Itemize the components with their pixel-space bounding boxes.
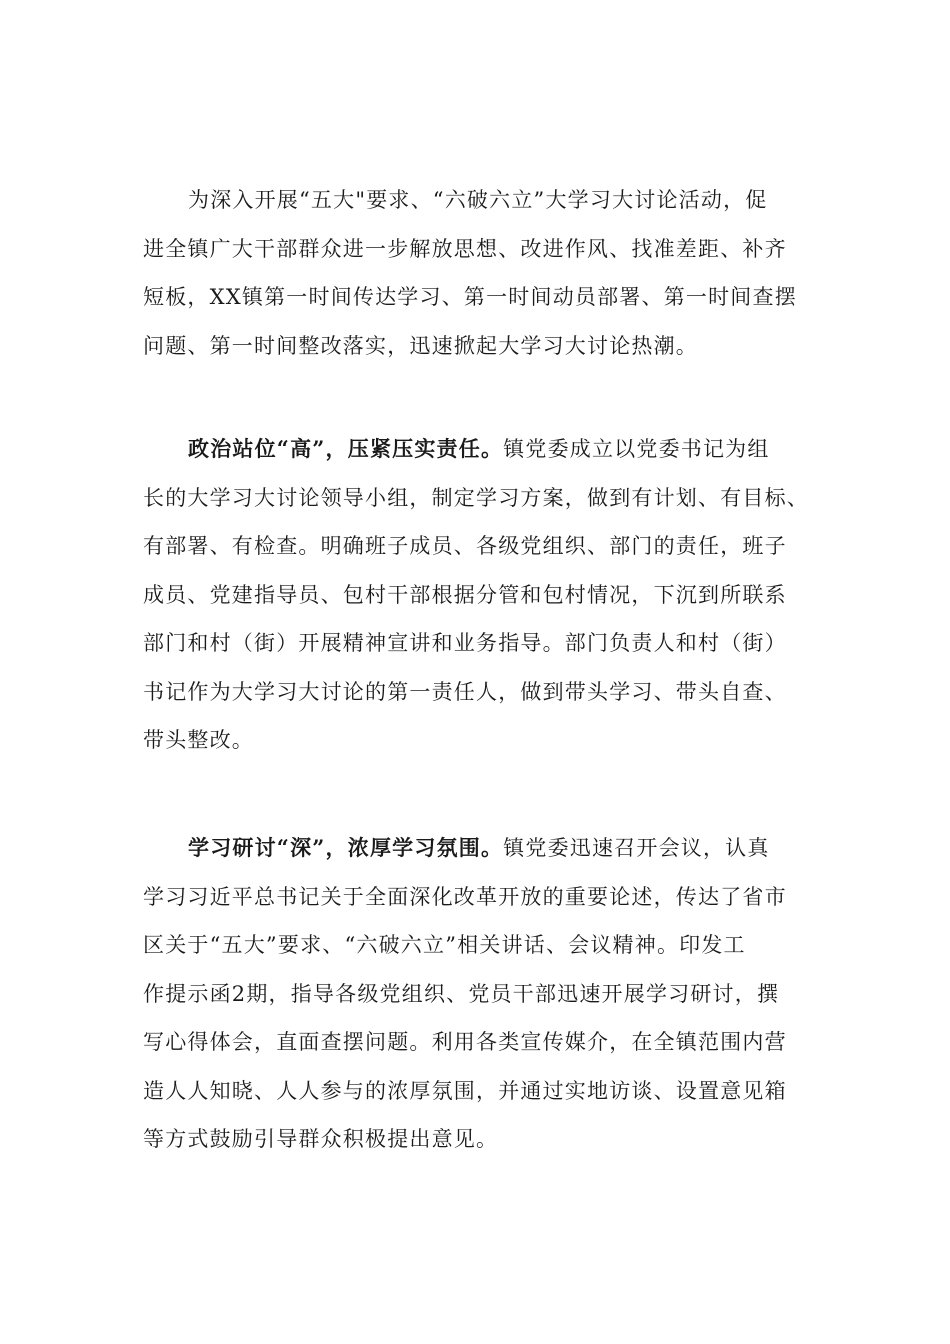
paragraph-line: 作提示函2期，指导各级党组织、党员干部迅速开展学习研讨，撰 — [143, 981, 780, 1006]
paragraph-line: 为深入开展“五大"要求、“六破六立”大学习大讨论活动，促 — [188, 188, 768, 212]
section-heading: 学习研讨“深”，浓厚学习氛围。 — [188, 835, 504, 860]
paragraph-line: 书记作为大学习大讨论的第一责任人，做到带头学习、带头自查、 — [143, 679, 787, 704]
paragraph-line: 等方式鼓励引导群众积极提出意见。 — [143, 1127, 499, 1151]
paragraph-line: 进全镇广大干部群众进一步解放思想、改进作风、找准差距、补齐 — [143, 236, 787, 261]
study-discussion-paragraph — [143, 824, 843, 1164]
paragraph-line: 带头整改。 — [143, 728, 254, 752]
paragraph-first-line — [143, 824, 843, 873]
paragraph-line: 区关于“五大”要求、“六破六立”相关讲话、会议精神。印发工 — [143, 933, 746, 957]
paragraph-line-text: 镇党委成立以党委书记为组 — [503, 437, 770, 461]
political-stance-paragraph — [143, 425, 843, 765]
paragraph-line: 部门和村（街）开展精神宣讲和业务指导。部门负责人和村（街） — [143, 631, 787, 655]
section-heading: 政治站位“高”，压紧压实责任。 — [188, 436, 504, 461]
paragraph-line: 造人人知晓、人人参与的浓厚氛围，并通过实地访谈、设置意见箱 — [143, 1078, 787, 1103]
paragraph-line-text: 镇党委迅速召开会议，认真 — [503, 836, 770, 860]
paragraph-line: 学习习近平总书记关于全面深化改革开放的重要论述，传达了省市 — [143, 884, 787, 909]
paragraph-line: 长的大学习大讨论领导小组，制定学习方案，做到有计划、有目标、 — [143, 485, 809, 510]
paragraph-line: 有部署、有检查。明确班子成员、各级党组织、部门的责任，班子 — [143, 534, 787, 558]
paragraph-line: 成员、党建指导员、包村干部根据分管和包村情况，下沉到所联系 — [143, 582, 787, 607]
paragraph-line: 问题、第一时间整改落实，迅速掀起大学习大讨论热潮。 — [143, 333, 698, 358]
paragraph-line: 写心得体会，直面查摆问题。利用各类宣传媒介，在全镇范围内营 — [143, 1030, 787, 1054]
paragraph-first-line — [143, 425, 843, 474]
paragraph-line: 短板，XX镇第一时间传达学习、第一时间动员部署、第一时间查摆 — [143, 285, 797, 309]
intro-paragraph — [143, 176, 843, 370]
